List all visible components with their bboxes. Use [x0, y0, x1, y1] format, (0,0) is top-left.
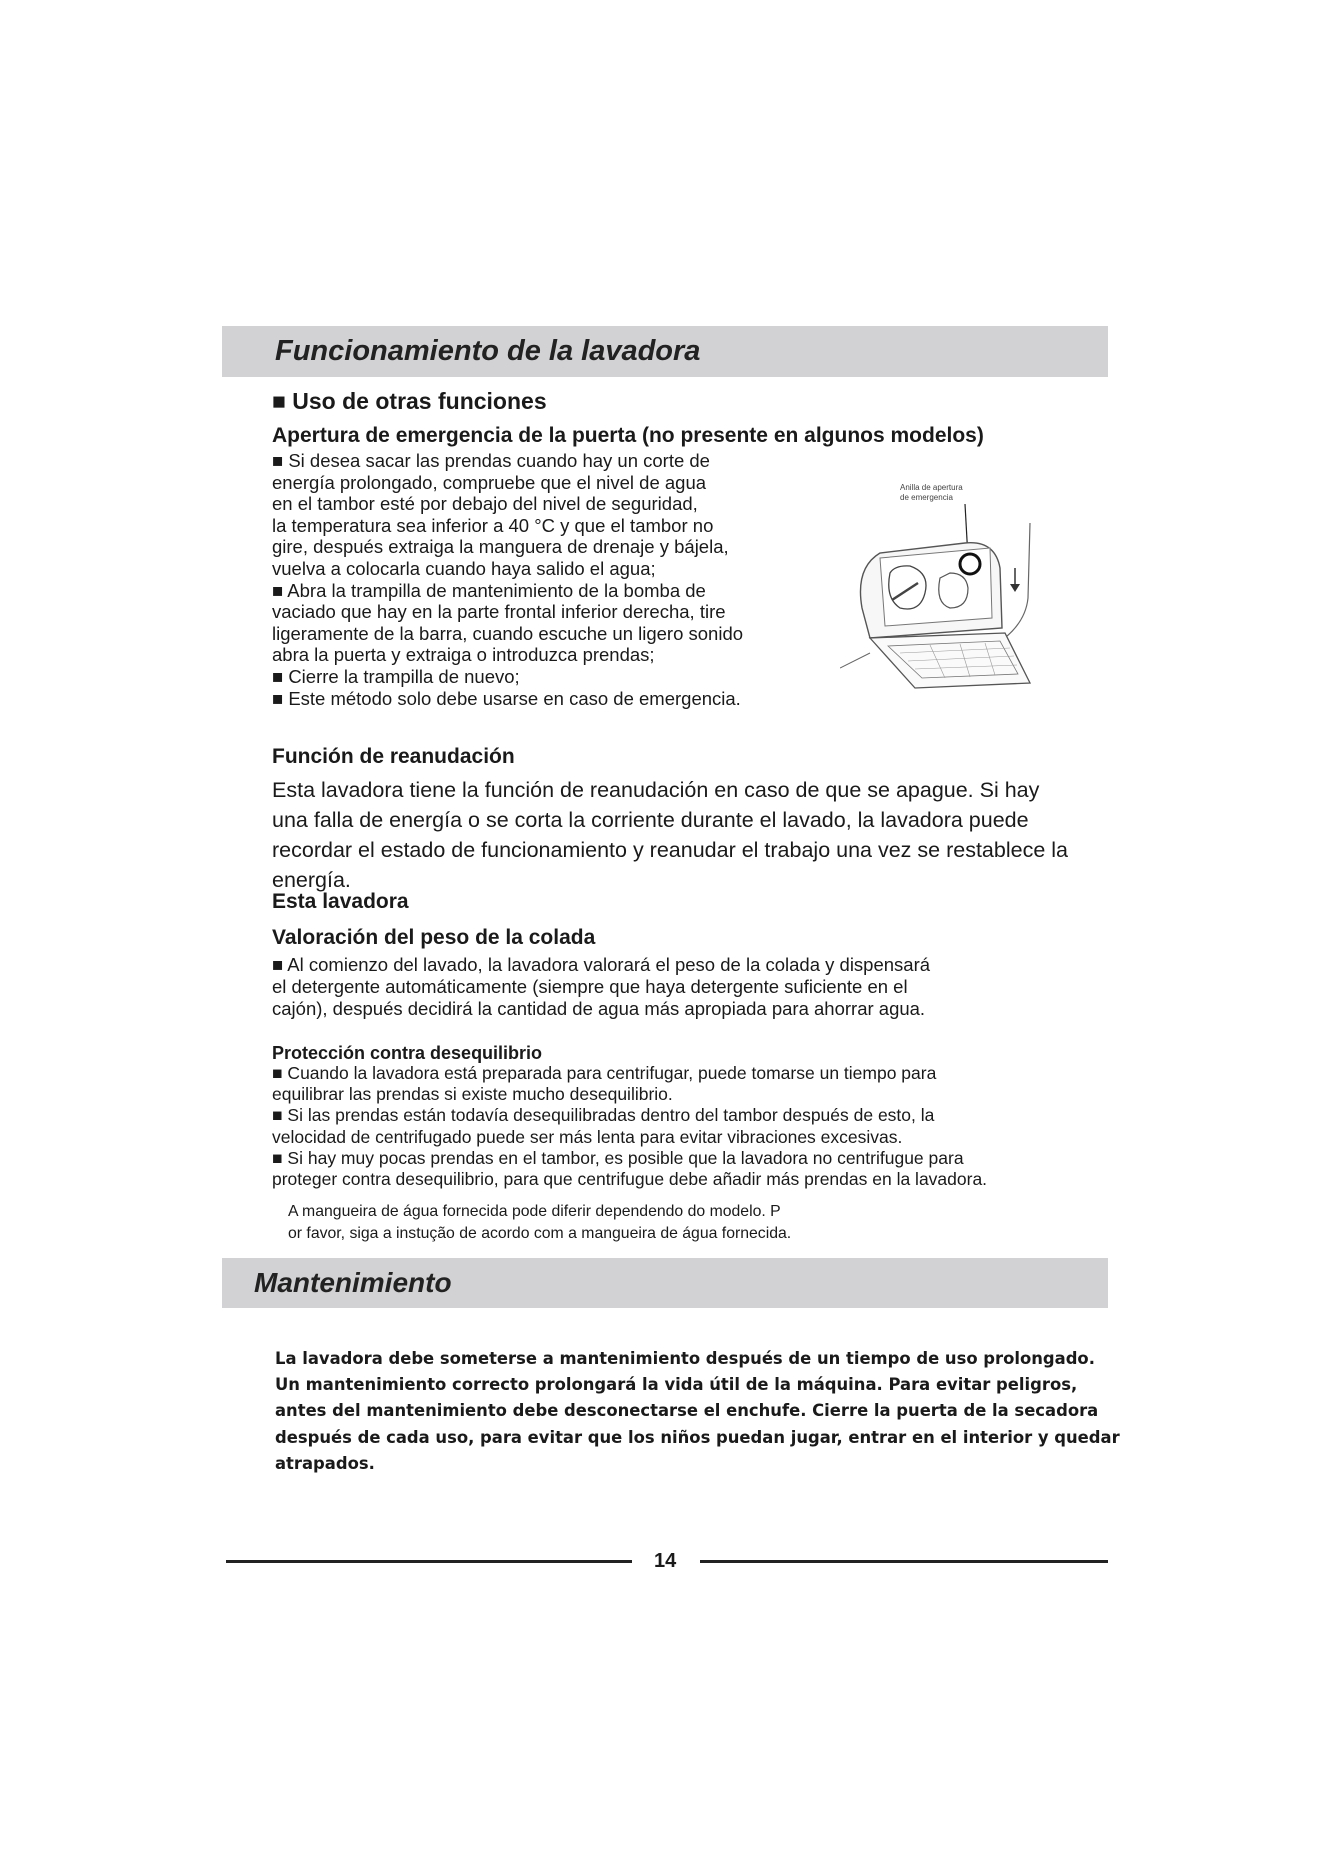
section-header-band [222, 326, 1108, 377]
text-line: después de cada uso, para evitar que los niños puedan jugar, entrar en el interior y quedar [275, 1427, 1120, 1447]
text-line: atrapados. [275, 1453, 375, 1473]
text-line: ■ Este método solo debe usarse en caso de emergencia. [272, 687, 741, 709]
text-line: recordar el estado de funcionamiento y reanudar el trabajo una vez se restablece la [272, 838, 1068, 862]
subsection-heading: ■ Uso de otras funciones [272, 388, 547, 414]
text-line: antes del mantenimiento debe desconectarse el enchufe. Cierre la puerta de la secadora [275, 1401, 1099, 1421]
proteccion-text [272, 1063, 987, 1190]
footer-rule-right [700, 1560, 1108, 1563]
text-line: ■ Si desea sacar las prendas cuando hay un corte de [272, 450, 710, 471]
text-line: una falla de energía o se corta la corriente durante el lavado, la lavadora puede [272, 808, 1029, 832]
valoracion-text [272, 954, 930, 1020]
text-line: energía prolongado, compruebe que el nivel de agua [272, 471, 707, 493]
text-line: ■ Cuando la lavadora está preparada para centrifugar, puede tomarse un tiempo para [272, 1063, 937, 1083]
text-line: gire, después extraiga la manguera de drenaje y bájela, [272, 536, 729, 558]
apertura-heading: Apertura de emergencia de la puerta (no presente en algunos modelos) [272, 424, 984, 447]
text-line: en el tambor esté por debajo del nivel de seguridad, [272, 493, 698, 515]
text-line: A mangueira de água fornecida pode diferir dependendo do modelo. P [288, 1203, 781, 1220]
text-line: equilibrar las prendas si existe mucho desequilibrio. [272, 1084, 673, 1105]
reanudacion-text [272, 775, 1068, 895]
nota-text [288, 1201, 791, 1245]
text-line: ■ Si hay muy pocas prendas en el tambor, es posible que la lavadora no centrifugue para [272, 1147, 964, 1168]
text-line: energía. [272, 868, 351, 892]
page-number: 14 [654, 1550, 677, 1572]
section-header-band [222, 1258, 1108, 1308]
proteccion-heading: Protección contra desequilibrio [272, 1043, 543, 1063]
text-line: cajón), después decidirá la cantidad de agua más apropiada para ahorrar agua. [272, 998, 926, 1019]
valoracion-heading: Valoración del peso de la colada [272, 926, 596, 949]
text-line: vaciado que hay en la parte frontal inferior derecha, tire [272, 601, 726, 623]
text-line: ■ Si las prendas están todavía desequilibradas dentro del tambor después de esto, la [272, 1105, 935, 1126]
text-line: ■ Al comienzo del lavado, la lavadora valorará el peso de la colada y dispensará [272, 954, 931, 975]
text-line: abra la puerta y extraiga o introduzca prendas; [272, 644, 655, 666]
text-line: el detergente automáticamente (siempre que haya detergente suficiente en el [272, 976, 908, 997]
text-line: proteger contra desequilibrio, para que centrifugue debe añadir más prendas en la lavadora. [272, 1169, 988, 1190]
emergency-door-illustration [840, 478, 1040, 708]
text-line: ■ Abra la trampilla de mantenimiento de la bomba de [272, 579, 706, 601]
apertura-text [272, 450, 743, 709]
text-line: Un mantenimiento correcto prolongará la vida útil de la máquina. Para evitar peligros, [275, 1375, 1078, 1395]
footer-rule-left [226, 1560, 632, 1563]
text-line: or favor, siga a instução de acordo com a mangueira de água fornecida. [288, 1225, 792, 1242]
text-line: la temperatura sea inferior a 40 °C y que el tambor no [272, 514, 714, 536]
figure-label-line2: de emergencia [900, 493, 953, 502]
text-line: ligeramente de la barra, cuando escuche un ligero sonido [272, 622, 744, 644]
mantenimiento-text [275, 1346, 1120, 1477]
text-line: La lavadora debe someterse a mantenimiento después de un tiempo de uso prolongado. [275, 1349, 1095, 1368]
reanudacion-heading: Función de reanudación [272, 745, 515, 768]
text-line: Esta lavadora tiene la función de reanudación en caso de que se apague. Si hay [272, 778, 1040, 802]
text-line: vuelva a colocarla cuando haya salido el agua; [272, 557, 656, 579]
figure-label-line1: Anilla de apertura [900, 483, 963, 492]
text-line: ■ Cierre la trampilla de nuevo; [272, 665, 520, 687]
section-title: Mantenimiento [254, 1267, 452, 1298]
text-line: velocidad de centrifugado puede ser más lenta para evitar vibraciones excesivas. [272, 1126, 903, 1147]
esta-heading: Esta lavadora [272, 890, 409, 913]
section-title: Funcionamiento de la lavadora [275, 335, 701, 367]
